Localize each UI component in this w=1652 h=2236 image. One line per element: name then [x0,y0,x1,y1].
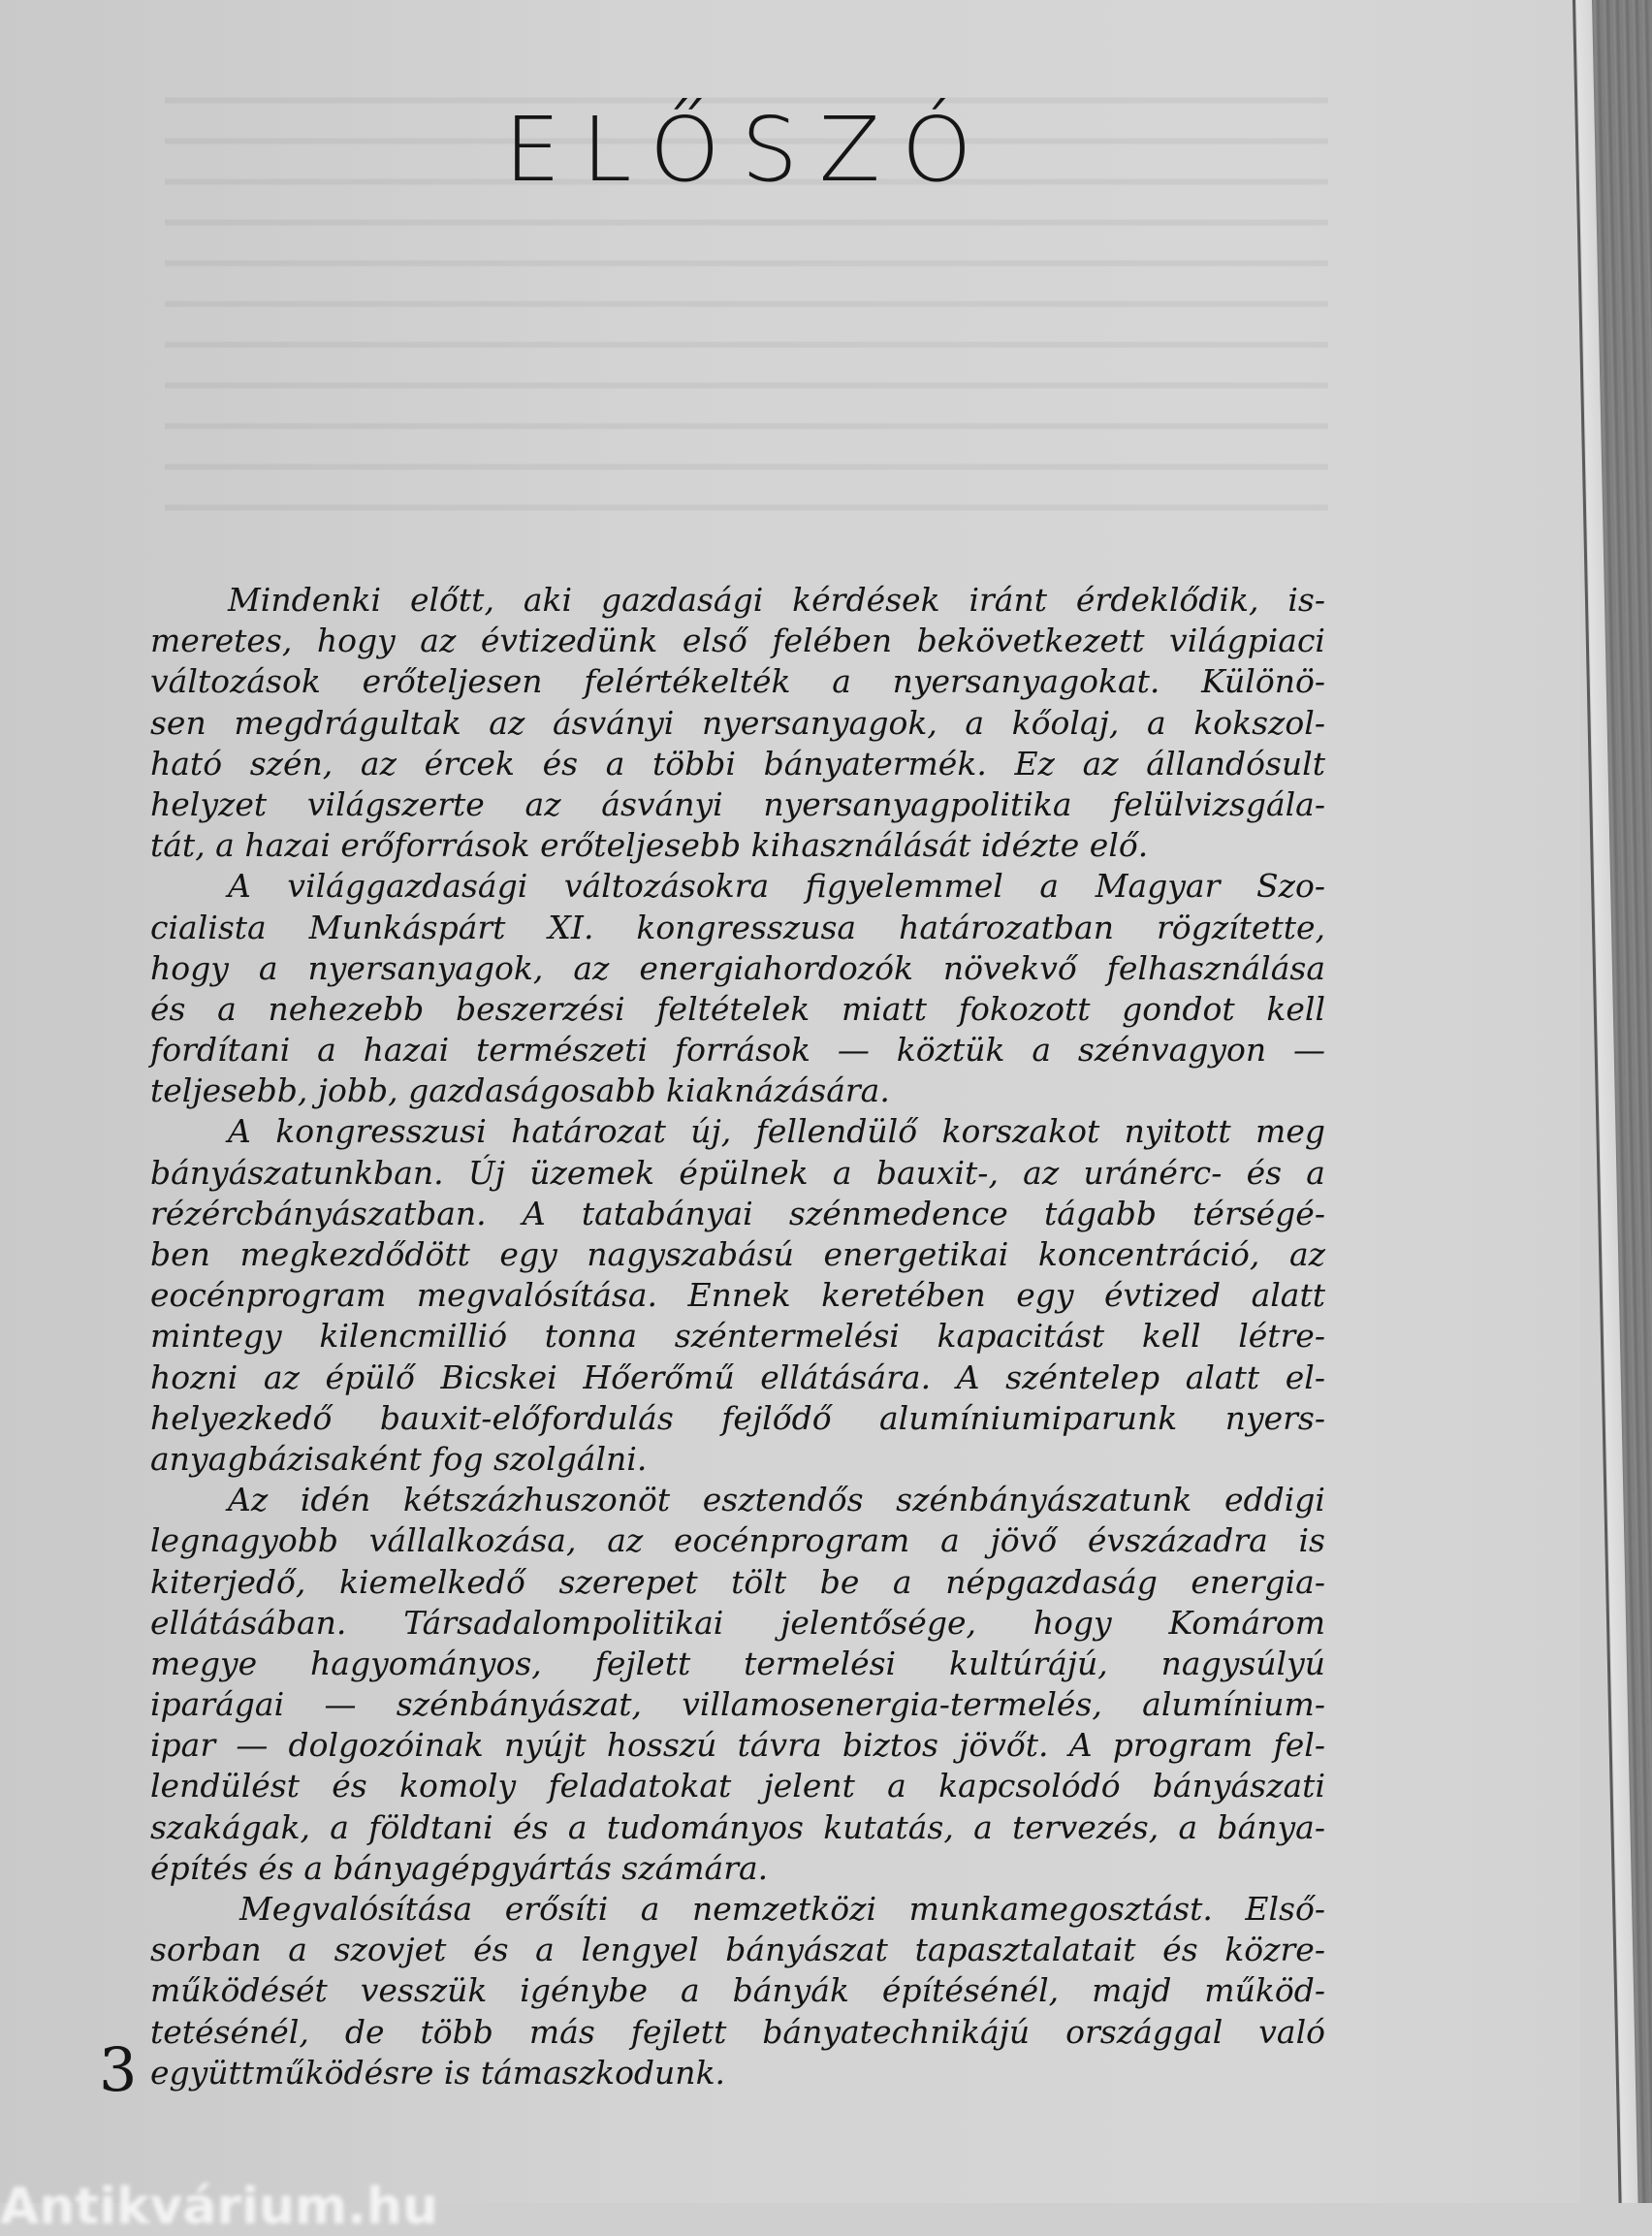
text-line: együttműködésre is támaszkodunk. [150,2053,726,2092]
text-line: cialista Munkáspárt XI. kongresszusa határozatban rögzítette, [150,908,1325,946]
text-line: A világgazdasági változásokra figyelemmel a Magyar Szo- [228,867,1325,906]
text-line: rézércbányászatban. A tatabányai szénmedence tágabb térségé- [150,1194,1325,1232]
text-line: fordítani a hazai természeti források — köztük a szénvagyon — [150,1031,1325,1070]
body-text [150,580,1325,2093]
text-line: ható szén, az ércek és a többi bányatermék. Ez az állandósult [150,744,1325,783]
text-line: Megvalósítása erősíti a nemzetközi munkamegosztást. Első- [239,1890,1325,1928]
text-line: anyagbázisaként fog szolgálni. [150,1439,648,1478]
text-line: helyzet világszerte az ásványi nyersanyagpolitika felülvizsgála- [150,784,1325,823]
text-line: sen megdrágultak az ásványi nyersanyagok, a kőolaj, a kokszol- [150,703,1325,742]
text-line: helyezkedő bauxit-előfordulás fejlődő alumíniumiparunk nyers- [150,1398,1325,1437]
text-line: kiterjedő, kiemelkedő szerepet tölt be a népgazdaság energia- [150,1562,1325,1601]
text-line: építés és a bányagépgyártás számára. [150,1848,769,1887]
text-line: bányászatunkban. Új üzemek épülnek a bauxit-, az uránérc- és a [150,1153,1325,1192]
text-line: sorban a szovjet és a lengyel bányászat tapasztalatait és közre- [150,1931,1325,1969]
page-title: ELŐSZÓ [504,98,994,202]
text-line: teljesebb, jobb, gazdaságosabb kiaknázására. [150,1071,890,1110]
text-line: ben megkezdődött egy nagyszabású energetikai koncentráció, az [150,1235,1325,1273]
text-line: működését vesszük igénybe a bányák építésénél, majd működ- [150,1971,1325,2010]
text-line: legnagyobb vállalkozása, az eocénprogram a jövő évszázadra is [150,1521,1325,1560]
text-line: és a nehezebb beszerzési feltételek miatt fokozott gondot kell [150,989,1325,1028]
text-line: ipar — dolgozóinak nyújt hosszú távra biztos jövőt. A program fel- [150,1726,1325,1765]
paragraph-3 [150,1111,1325,1480]
paragraph-1 [150,580,1325,866]
text-line: ellátásában. Társadalompolitikai jelentősége, hogy Komárom [150,1603,1325,1642]
text-line: eocénprogram megvalósítása. Ennek keretében egy évtized alatt [150,1276,1325,1315]
text-line: mintegy kilencmillió tonna széntermelési kapacitást kell létre- [150,1317,1325,1356]
watermark: Antikvárium.hu [0,2178,438,2236]
paragraph-2 [150,866,1325,1111]
text-line: Az idén kétszázhuszonöt esztendős szénbányászatunk eddigi [228,1481,1325,1519]
text-line: meretes, hogy az évtizedünk első felében bekövetkezett világpiaci [150,622,1325,660]
text-line: A kongresszusi határozat új, fellendülő korszakot nyitott meg [228,1112,1325,1151]
text-line: tát, a hazai erőforrások erőteljesebb kihasználását idézte elő. [150,826,1149,865]
text-line: megye hagyományos, fejlett termelési kultúrájú, nagysúlyú [150,1644,1325,1682]
text-line: iparágai — szénbányászat, villamosenergia-termelés, alumínium- [150,1685,1325,1724]
text-line: változások erőteljesen felértékelték a nyersanyagokat. Különö- [150,662,1325,701]
paragraph-5 [150,1889,1325,2093]
text-line: lendülést és komoly feladatokat jelent a kapcsolódó bányászati [150,1767,1325,1805]
text-line: hogy a nyersanyagok, az energiahordozók növekvő felhasználása [150,948,1325,987]
text-line: szakágak, a földtani és a tudományos kutatás, a tervezés, a bánya- [150,1807,1325,1846]
text-line: hozni az épülő Bicskei Hőerőmű ellátására. A széntelep alatt el- [150,1358,1325,1396]
text-line: Mindenki előtt, aki gazdasági kérdések iránt érdeklődik, is- [228,581,1325,619]
text-line: tetésénél, de több más fejlett bányatechnikájú országgal való [150,2012,1325,2051]
page-number: 3 [99,2034,138,2105]
paragraph-4 [150,1480,1325,1889]
